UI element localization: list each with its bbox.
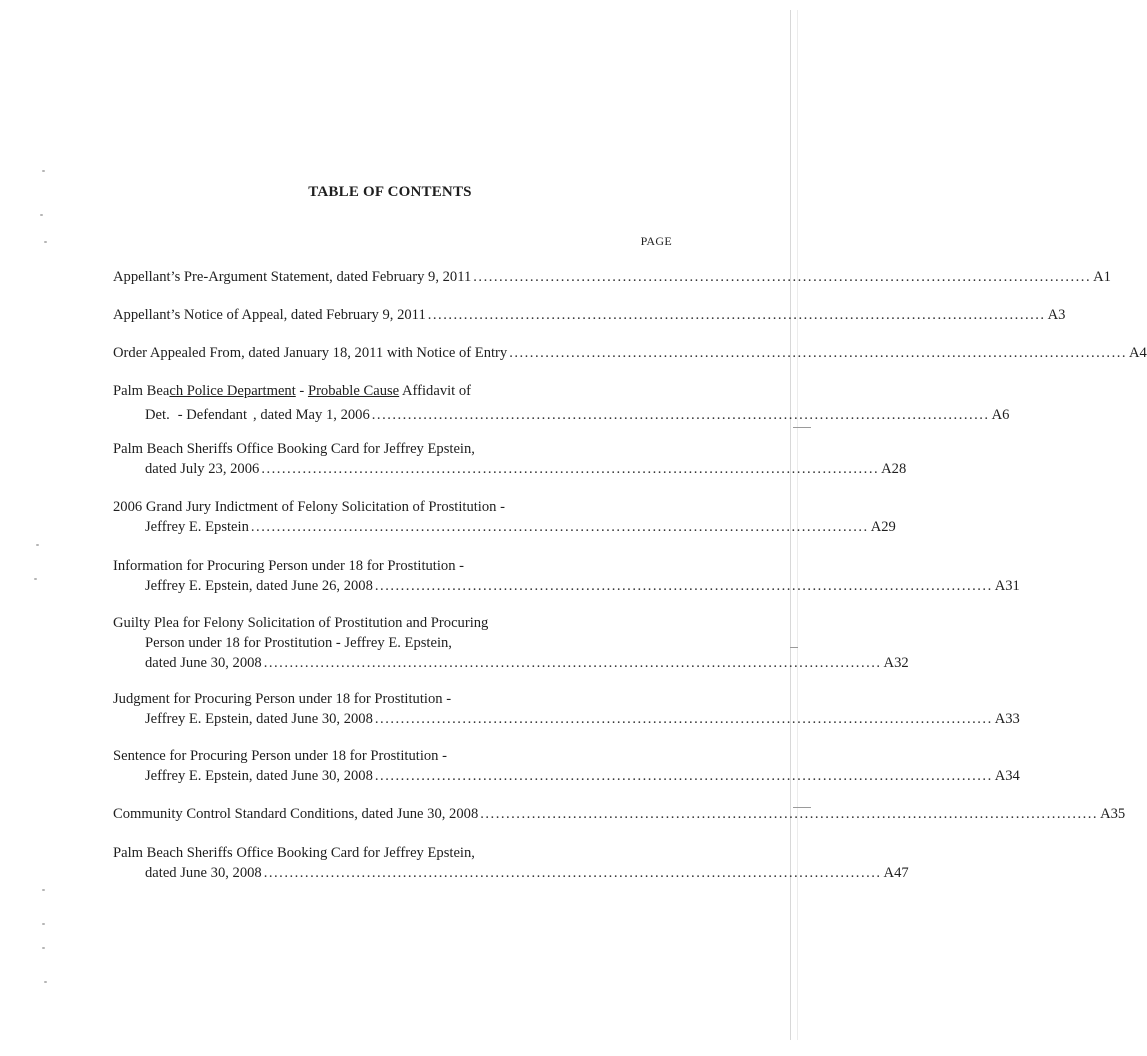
scan-speck [42,889,45,891]
scan-mark [793,427,811,428]
toc-entry-page: A47 [883,865,909,881]
toc-entry [113,439,907,479]
toc-entry-page: A28 [881,461,907,477]
toc-entry [113,804,1126,824]
toc-entry-title-part: Det. [145,407,170,423]
dot-leader: ........................................................................................................................ [263,865,882,881]
toc-entry-title: Jeffrey E. Epstein, dated June 30, 2008 [145,768,373,784]
toc-entry-page: A34 [994,768,1020,784]
scan-speck [36,544,39,546]
toc-entry-page: A1 [1093,269,1111,285]
toc-entry-title: Appellant’s Pre-Argument Statement, dated February 9, 2011 [113,269,472,285]
toc-entry-title: Guilty Plea for Felony Solicitation of Prostitution and Procuring [113,615,489,631]
scan-speck [42,170,45,172]
dot-leader: ........................................................................................................................ [250,519,869,535]
dot-leader: ........................................................................................................................ [473,269,1092,285]
toc-entry-page: A32 [883,655,909,671]
dot-leader: ........................................................................................................................ [509,345,1128,361]
dot-leader: ........................................................................................................................ [261,461,880,477]
toc-entry-title-part: Affidavit of [399,383,472,399]
toc-entry-title-part: Probable Cause [307,383,400,399]
dot-leader: ........................................................................................................................ [371,407,990,423]
toc-entry-title-part: ch Police Department [169,383,296,399]
toc-entry-page: A35 [1100,806,1126,822]
toc-entry-page: A4 [1129,345,1147,361]
toc-entry-title: Community Control Standard Conditions, dated June 30, 2008 [113,806,479,822]
toc-entry-page: A31 [994,578,1020,594]
toc-entry-title-part: , dated May 1, 2006 [253,407,370,423]
toc-entry [113,689,1020,729]
scan-speck [44,981,47,983]
dot-leader: ........................................................................................................................ [374,711,993,727]
toc-entry [113,343,1147,363]
scan-speck [42,947,45,949]
dot-leader: ........................................................................................................................ [263,655,882,671]
page-title: TABLE OF CONTENTS [308,184,472,200]
toc-entry-title: Judgment for Procuring Person under 18 for Prostitution - [113,691,452,707]
toc-entry-title: Order Appealed From, dated January 18, 2011 with Notice of Entry [113,345,508,361]
toc-entry [113,381,1010,423]
toc-entry-title: Sentence for Procuring Person under 18 for Prostitution - [113,748,447,764]
toc-entry-page: A29 [870,519,896,535]
toc-entry [113,746,1020,786]
dot-leader: ........................................................................................................................ [374,578,993,594]
toc-entry-title: Jeffrey E. Epstein, dated June 30, 2008 [145,711,373,727]
toc-entry [113,613,909,673]
scan-speck [34,578,37,580]
toc-entry-page: A6 [991,407,1010,423]
scan-speck [44,241,47,243]
scan-speck [40,214,43,216]
toc-entry-title-part: - [295,383,308,399]
toc-entry [113,305,1066,325]
toc-entry-title: dated June 30, 2008 [145,865,262,881]
toc-entry-title: Jeffrey E. Epstein [145,519,249,535]
toc-entry [113,267,1111,287]
dot-leader: ........................................................................................................................ [480,806,1099,822]
scan-mark [790,647,798,648]
toc-entry-title: Palm Beach Sheriffs Office Booking Card for Jeffrey Epstein, [113,845,475,861]
toc-entry [113,843,909,883]
dot-leader: ........................................................................................................................ [427,307,1046,323]
toc-entry-title: 2006 Grand Jury Indictment of Felony Solicitation of Prostitution - [113,499,505,515]
toc-entry-title-part: Palm Bea [113,383,170,399]
toc-entry-title: dated July 23, 2006 [145,461,260,477]
toc-entry-page: A3 [1047,307,1066,323]
scan-speck [42,923,45,925]
toc-entry-title: Palm Beach Sheriffs Office Booking Card for Jeffrey Epstein, [113,441,475,457]
page-column-label: PAGE [640,234,672,248]
dot-leader: ........................................................................................................................ [374,768,993,784]
toc-entry-title: Information for Procuring Person under 18 for Prostitution - [113,558,465,574]
toc-entry-page: A33 [994,711,1020,727]
toc-entry [113,497,896,537]
toc-entry-title: Jeffrey E. Epstein, dated June 26, 2008 [145,578,373,594]
toc-entry [113,556,1020,596]
toc-entry-title: Person under 18 for Prostitution - Jeffrey E. Epstein, [145,635,452,651]
toc-entry-title-part: - Defendant [177,407,248,423]
toc-entry-title: dated June 30, 2008 [145,655,262,671]
toc-entry-title: Appellant’s Notice of Appeal, dated February 9, 2011 [113,307,426,323]
